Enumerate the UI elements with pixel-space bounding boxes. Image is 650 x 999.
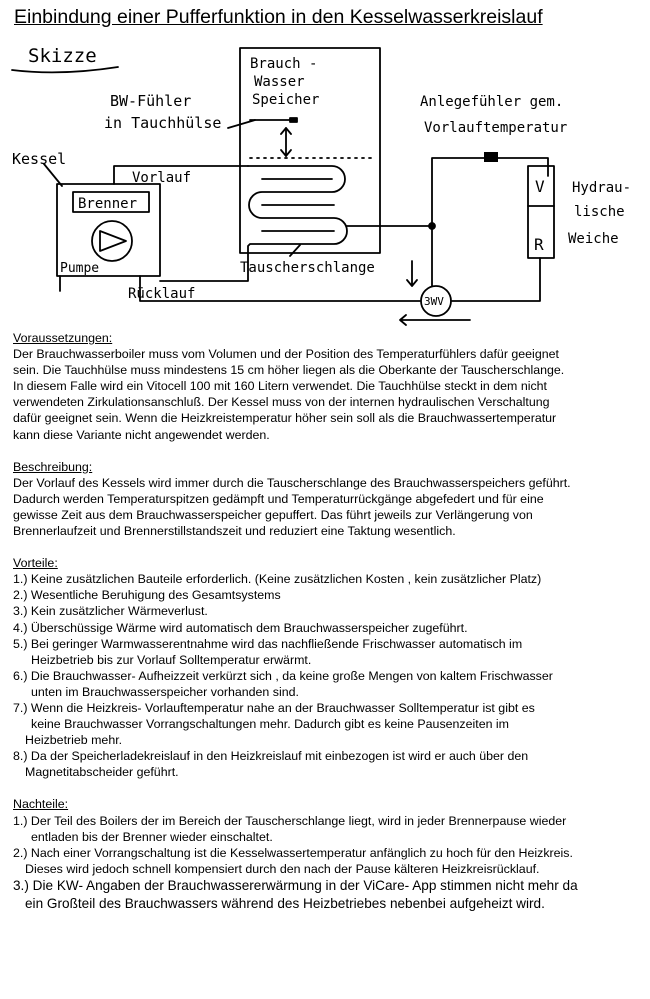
label-pumpe: Pumpe [60, 261, 100, 276]
document-body [13, 330, 643, 913]
text-line: kann diese Variante nicht angewendet werden. [13, 427, 270, 442]
list-item-cont: Heizbetrieb mehr. [25, 733, 123, 748]
nachteile-heading: Nachteile: [13, 797, 69, 812]
label-hydraulische-2: lische [574, 204, 625, 220]
list-item-cont: Magnetitabscheider geführt. [25, 765, 179, 780]
list-item: 3.) Die KW- Angaben der Brauchwassererwärmung in der ViCare- App stimmen nicht mehr da [13, 877, 578, 893]
label-speicher-1: Brauch - [250, 56, 318, 72]
label-anlege-1: Anlegefühler gem. [420, 94, 564, 110]
list-item-cont: ein Großteil des Brauchwassers während des Heizbetriebes nebenbei aufgeheizt wird. [25, 895, 545, 911]
list-item-cont: entladen bis der Brenner wieder einschaltet. [31, 829, 273, 844]
flow-arrow-down [407, 261, 417, 286]
voraussetzungen-text [13, 346, 643, 443]
vorlauf-hk [432, 158, 484, 226]
label-vorlauf: Vorlauf [132, 170, 192, 186]
list-item: 4.) Überschüssige Wärme wird automatisch dem Brauchwasserspeicher zugeführt. [13, 620, 468, 635]
vorteile-list [13, 571, 643, 780]
label-r: R [534, 235, 544, 254]
label-speicher-3: Speicher [252, 92, 320, 108]
label-hydraulische-3: Weiche [568, 231, 619, 247]
text-line: sein. Die Tauchhülse muss mindestens 15 cm höher liegen als die Oberkante der Tauscherschlange. [13, 363, 565, 378]
text-line: Brennerlaufzeit und Brennerstillstandszeit und reduziert eine Taktung wesentlich. [13, 524, 456, 539]
text-line: dafür geeignet sein. Wenn die Heizkreistemperatur höher sein soll als die Brauchwassertemperatur [13, 411, 557, 426]
list-item: 6.) Die Brauchwasser- Aufheizzeit verkürzt sich , da keine große Mengen von kaltem Frischwasser [13, 668, 553, 683]
skizze-underline [12, 67, 118, 72]
hydraulic-sketch [0, 36, 650, 336]
voraussetzungen-heading: Voraussetzungen: [13, 331, 113, 345]
vorteile-heading: Vorteile: [13, 556, 58, 571]
text-line: In diesem Falle wird ein Vitocell 100 mit 160 Litern verwendet. Die Tauchhülse steckt in dem nicht [13, 379, 547, 394]
list-item: 2.) Wesentliche Beruhigung des Gesamtsystems [13, 588, 281, 603]
text-line: Der Brauchwasserboiler muss vom Volumen und der Position des Temperaturfühlers dafür geeignet [13, 347, 559, 362]
list-item: 1.) Keine zusätzlichen Bauteile erforderlich. (Keine zusätzlichen Kosten , kein zusätzlicher Platz) [13, 572, 542, 587]
list-item-cont: unten im Brauchwasserspeicher vorhanden sind. [31, 684, 299, 699]
list-item: 8.) Da der Speicherladekreislauf in den Heizkreislauf mit einbezogen ist wird er auch über den [13, 749, 529, 764]
label-skizze: Skizze [28, 45, 97, 67]
list-item-cont: keine Brauchwasser Vorrangschaltungen mehr. Dadurch gibt es keine Pausenzeiten im [31, 717, 510, 732]
label-3wv: 3WV [424, 295, 444, 308]
label-brenner: Brenner [78, 196, 138, 212]
text-line: verwendeten Zirkulationsanschluß. Der Kessel muss von der internen hydraulischen Verschaltung [13, 395, 550, 410]
list-item: 3.) Kein zusätzlicher Wärmeverlust. [13, 604, 208, 619]
text-line: Dadurch werden Temperaturspitzen gedämpft und Temperaturrückgänge abgefedert und für eine [13, 491, 544, 506]
label-hydraulische-1: Hydrau- [572, 180, 632, 196]
list-item-cont: Dieses wird jedoch schnell kompensiert durch den nach der Pause kälteren Heizkreisrücklauf. [25, 861, 540, 876]
label-ruecklauf: Rücklauf [128, 286, 196, 302]
list-item: 5.) Bei geringer Warmwasserentnahme wird das nachfließende Frischwasser automatisch im [13, 636, 523, 651]
label-bw-fuehler-2: in Tauchhülse [104, 114, 222, 132]
label-tauscherschlange: Tauscherschlange [240, 260, 375, 276]
list-item: 1.) Der Teil des Boilers der im Bereich der Tauscherschlange liegt, wird in jeder Brennerpause wieder [13, 813, 567, 828]
beschreibung-heading: Beschreibung: [13, 459, 93, 474]
label-kessel: Kessel [12, 150, 67, 168]
label-anlege-2: Vorlauftemperatur [424, 120, 568, 136]
list-item: 2.) Nach einer Vorrangschaltung ist die Kesselwassertemperatur anfänglich zu hoch für den Heizkreis. [13, 845, 573, 860]
page-title: Einbindung einer Pufferfunktion in den Kesselwasserkreislauf [14, 6, 543, 28]
beschreibung-text [13, 475, 643, 539]
text-line: gewisse Zeit aus dem Brauchwasserspeicher gepuffert. Das führt jeweils zur Verlängerung von [13, 507, 533, 522]
nachteile-list [13, 813, 643, 913]
list-item: 7.) Wenn die Heizkreis- Vorlauftemperatur nahe an der Brauchwasser Solltemperatur ist gibt es [13, 700, 535, 715]
label-v: V [535, 177, 545, 196]
anlege-sensor [484, 152, 498, 162]
label-speicher-2: Wasser [254, 74, 305, 90]
text-line: Der Vorlauf des Kessels wird immer durch die Tauscherschlange des Brauchwasserspeichers geführt. [13, 475, 571, 490]
label-bw-fuehler-1: BW-Fühler [110, 92, 192, 110]
list-item-cont: Heizbetrieb bis zur Vorlauf Solltemperatur erwärmt. [31, 652, 312, 667]
pump-triangle [100, 231, 126, 251]
